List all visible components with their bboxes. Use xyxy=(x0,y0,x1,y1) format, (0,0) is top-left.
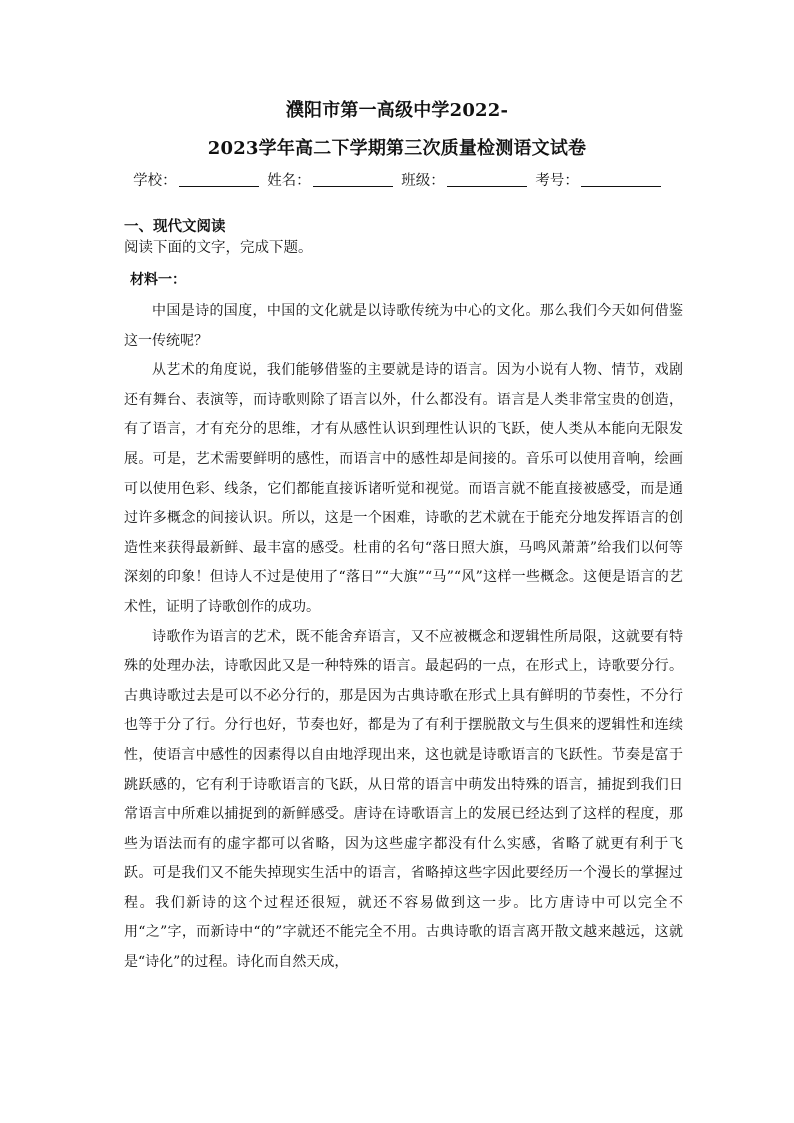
exam-number-field xyxy=(535,171,661,191)
passage-paragraph-1: 中国是诗的国度，中国的文化就是以诗歌传统为中心的文化。那么我们今天如何借鉴这一传统呢？ xyxy=(124,303,683,349)
student-info-line xyxy=(0,171,794,191)
exam-number-label: 考号： xyxy=(535,173,579,189)
material-label: 材料一： xyxy=(130,272,186,288)
class-blank xyxy=(447,172,527,187)
class-label: 班级： xyxy=(401,173,445,189)
school-blank xyxy=(179,172,259,187)
school-field xyxy=(133,171,259,191)
passage-paragraph-3: 诗歌作为语言的艺术，既不能舍弃语言，又不应被概念和逻辑性所局限，这就要有特殊的处理办法，诗歌因此又是一种特殊的语言。最起码的一点，在形式上，诗歌要分行。古典诗歌过去是可以不必分行的，那是因为古典诗歌在形式上具有鲜明的节奏性，不分行也等于分了行。分行也好，节奏也好，都是为了有利于摆脱散文与生俱来的逻辑性和连续性，使语言中感性的因素得以自由地浮现出来，这也就是诗歌语言的飞跃性。节奏是富于跳跃感的，它有利于诗歌语言的飞跃，从日常的语言中萌发出特殊的语言，捕捉到我们日常语言中所难以捕捉到的新鲜感受。唐诗在诗歌语言上的发展已经达到了这样的程度，那些为语法而有的虚字都可以省略，因为这些虚字都没有什么实感，省略了就更有利于飞跃。可是我们又不能失掉现实生活中的语言，省略掉这些字因此要经历一个漫长的掌握过程。我们新诗的这个过程还很短，就还不容易做到这一步。比方唐诗中可以完全不用“之”字，而新诗中“的”字就还不能完全不用。古典诗歌的语言离开散文越来越远，这就是“诗化”的过程。诗化而自然天成， xyxy=(124,628,683,971)
school-label: 学校： xyxy=(133,173,177,189)
name-field xyxy=(267,171,393,191)
exam-number-blank xyxy=(581,172,661,187)
reading-passage xyxy=(124,297,683,978)
exam-title-line-1: 濮阳市第一高级中学2022- xyxy=(285,100,509,121)
section-heading: 一、现代文阅读 xyxy=(124,219,226,235)
reading-instruction: 阅读下面的文字，完成下题。 xyxy=(124,240,313,256)
name-label: 姓名： xyxy=(267,173,311,189)
name-blank xyxy=(313,172,393,187)
class-field xyxy=(401,171,527,191)
exam-title-line-2: 2023学年高二下学期第三次质量检测语文试卷 xyxy=(207,138,587,159)
passage-paragraph-2: 从艺术的角度说，我们能够借鉴的主要就是诗的语言。因为小说有人物、情节，戏剧还有舞台、表演等，而诗歌则除了语言以外，什么都没有。语言是人类非常宝贵的创造，有了语言，才有充分的思维，才有从感性认识到理性认识的飞跃，使人类从本能向无限发展。可是，艺术需要鲜明的感性，而语言中的感性却是间接的。音乐可以使用音响，绘画可以使用色彩、线条，它们都能直接诉诸听觉和视觉。而语言就不能直接被感受，而是通过许多概念的间接认识。所以，这是一个困难，诗歌的艺术就在于能充分地发挥语言的创造性来获得最新鲜、最丰富的感受。杜甫的名句“落日照大旗，马鸣风萧萧”给我们以何等深刻的印象！但诗人不过是使用了“落日”“大旗”“马”“风”这样一些概念。这便是语言的艺术性，证明了诗歌创作的成功。 xyxy=(124,362,683,615)
